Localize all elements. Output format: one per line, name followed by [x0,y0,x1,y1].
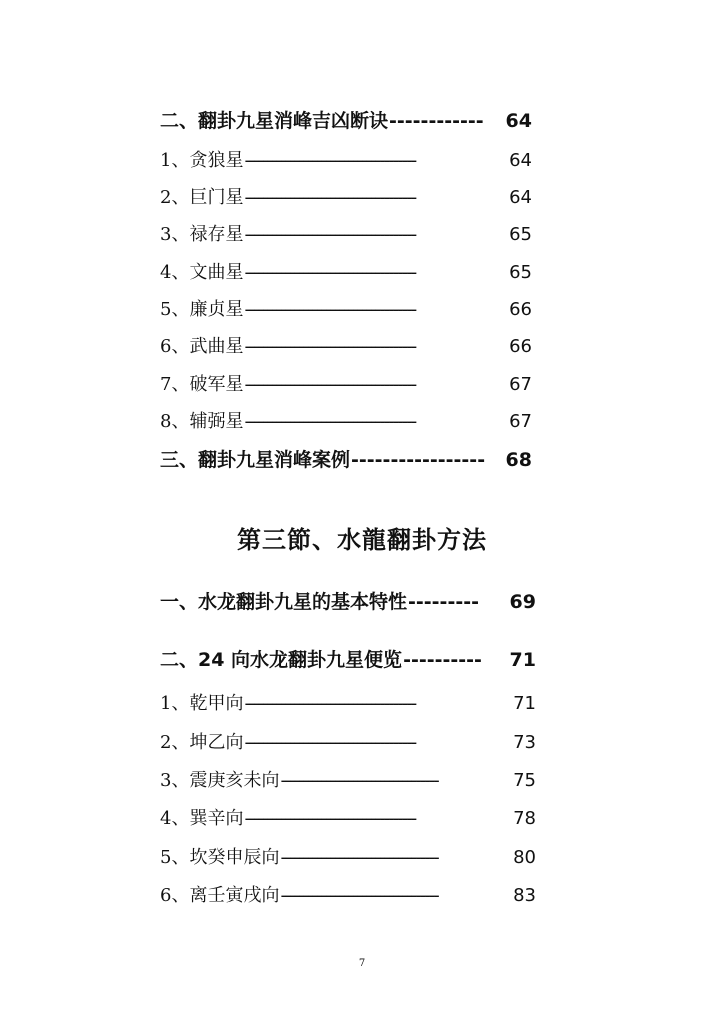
toc-leader-dots: -------------------------------------- [244,262,416,283]
toc-page-number: 71 [509,649,536,671]
toc-entry-label: 2、巨门星 [160,187,244,208]
toc-entry-label: 二、24 向水龙翻卦九星便览 [160,649,403,671]
toc-page-number: 66 [509,299,532,320]
toc-page-number: 65 [509,262,532,283]
toc-entry-label: 4、巽辛向 [160,808,244,829]
toc-leader-dots: ----------------------------------- [280,770,438,791]
toc-leader-dots: ----------------------------------- [280,847,438,868]
toc-leader-dots: -------------------------------------- [244,150,416,171]
toc-page-number: 67 [509,374,532,395]
toc-leader-dots: -------------------------------------- [244,187,416,208]
toc-leader-dots: --------- [408,591,479,613]
toc-leader-dots: -------------------------------------- [244,336,416,357]
toc-entry-label: 二、翻卦九星消峰吉凶断诀 [160,110,389,132]
toc-leader-dots: -------------------------------------- [244,299,416,320]
toc-entry-jumen[interactable] [160,183,532,209]
toc-page-number: 83 [513,885,536,906]
toc-page-number: 64 [509,187,532,208]
toc-entry-label: 3、禄存星 [160,224,244,245]
toc-entry-wuqu[interactable] [160,332,532,358]
toc-entry-qianjia[interactable] [160,689,536,715]
toc-entry-label: 8、辅弼星 [160,411,244,432]
toc-entry-fangua-jiuxing-anli[interactable] [160,445,532,472]
toc-entry-fubi[interactable] [160,407,532,433]
toc-entry-tanlang[interactable] [160,146,532,172]
toc-entry-label: 2、坤乙向 [160,732,244,753]
toc-page-number: 69 [509,591,536,613]
toc-entry-label: 1、贪狼星 [160,150,244,171]
toc-leader-dots: ----------------------------------- [280,885,438,906]
toc-entry-lianzhen[interactable] [160,295,532,321]
toc-page-number: 75 [513,770,536,791]
toc-entry-lucun[interactable] [160,220,532,246]
toc-entry-label: 三、翻卦九星消峰案例 [160,449,351,471]
toc-page-number: 64 [509,150,532,171]
toc-page-number: 64 [505,110,532,132]
toc-entry-24xiang-bianlan[interactable] [160,645,536,672]
toc-entry-label: 3、震庚亥未向 [160,770,280,791]
toc-page-number: 65 [509,224,532,245]
toc-page-number: 71 [513,693,536,714]
toc-leader-dots: -------------------------------------- [244,732,416,753]
toc-leader-dots: -------------------------------------- [244,411,416,432]
toc-entry-wenqu[interactable] [160,258,532,284]
toc-leader-dots: -------------------------------------- [244,693,416,714]
toc-entry-fangua-jiuxing-xiaofeng-jixiong[interactable] [160,106,532,133]
toc-entry-kunyi[interactable] [160,728,536,754]
toc-entry-label: 1、乾甲向 [160,693,244,714]
toc-entry-kangui[interactable] [160,843,536,869]
toc-entry-label: 5、廉贞星 [160,299,244,320]
toc-page-number: 68 [505,449,532,471]
toc-leader-dots: -------------------------------------- [244,808,416,829]
toc-entry-label: 6、离壬寅戌向 [160,885,280,906]
toc-entry-label: 4、文曲星 [160,262,244,283]
toc-entry-pojun[interactable] [160,370,532,396]
toc-entry-xunxin[interactable] [160,804,536,830]
toc-page-number: 80 [513,847,536,868]
toc-entry-zhenggeng[interactable] [160,766,536,792]
page-number: 7 [358,958,366,969]
toc-entry-shuilong-jiben-texing[interactable] [160,587,536,614]
toc-leader-dots: -------------------------------------- [244,224,416,245]
toc-entry-liren[interactable] [160,881,536,907]
toc-entry-label: 7、破军星 [160,374,244,395]
toc-leader-dots: ------------ [389,110,484,132]
toc-page-number: 73 [513,732,536,753]
toc-entry-label: 一、水龙翻卦九星的基本特性 [160,591,408,613]
toc-page-number: 66 [509,336,532,357]
toc-leader-dots: ---------- [403,649,482,671]
toc-leader-dots: -------------------------------------- [244,374,416,395]
toc-leader-dots: ----------------- [351,449,486,471]
toc-page-number: 78 [513,808,536,829]
toc-entry-label: 6、武曲星 [160,336,244,357]
toc-page-number: 67 [509,411,532,432]
toc-entry-label: 5、坎癸申辰向 [160,847,280,868]
section-heading: 第三節、水龍翻卦方法 [237,526,487,554]
